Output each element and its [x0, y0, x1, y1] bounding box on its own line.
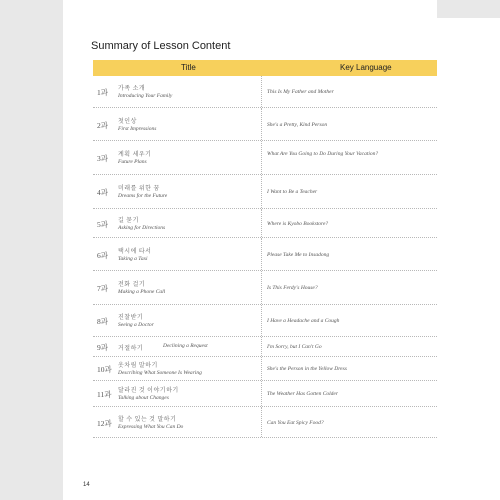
lesson-title-korean: 진찰받기 — [118, 315, 144, 321]
column-divider — [261, 108, 262, 140]
lesson-title-korean: 가족 소개 — [118, 86, 146, 92]
column-divider — [261, 271, 262, 304]
table-row — [93, 305, 439, 337]
key-language: I Want to Be a Teacher — [267, 189, 318, 195]
table-row — [93, 381, 439, 407]
table-row — [93, 108, 439, 141]
lesson-title-english: Expressing What You Can Do — [118, 423, 184, 430]
lesson-title-english: Seeing a Doctor — [118, 322, 154, 328]
lesson-title-korean: 전화 걸기 — [118, 282, 146, 288]
lesson-title-english: Taking a Taxi — [118, 255, 148, 262]
lesson-number: 11과 — [97, 390, 112, 399]
lesson-number: 1과 — [97, 88, 108, 97]
page-number: 14 — [83, 482, 90, 488]
lesson-number: 12과 — [97, 418, 112, 428]
lesson-number: 8과 — [97, 317, 108, 326]
key-language: I Have a Headache and a Cough — [267, 318, 340, 324]
key-language: Is This Ferdy's House? — [267, 285, 318, 291]
lesson-title-english: Describing What Someone Is Wearing — [118, 370, 202, 376]
lesson-table — [93, 76, 439, 438]
table-row — [93, 76, 439, 108]
column-divider — [261, 238, 262, 270]
page — [63, 0, 437, 500]
lesson-title-korean: 미래를 위한 꿈 — [118, 186, 160, 192]
key-language: The Weather Has Gotten Colder — [267, 391, 338, 397]
table-row — [93, 271, 439, 305]
lesson-number: 4과 — [97, 188, 108, 197]
lesson-number: 9과 — [97, 343, 108, 352]
header-title: Title — [181, 63, 196, 72]
lesson-title-korean: 길 묻기 — [118, 217, 139, 224]
key-language: Where is Kyobo Bookstore? — [267, 220, 329, 227]
lesson-title-english: Future Plans — [118, 159, 147, 165]
lesson-title-english: Dreams for the Future — [118, 193, 168, 199]
adjacent-page-edge — [437, 18, 500, 500]
key-language: I'm Sorry, but I Can't Go — [267, 344, 322, 350]
table-row — [93, 175, 439, 209]
column-divider — [261, 381, 262, 406]
header-key-language: Key Language — [340, 63, 392, 72]
lesson-title-english: Introducing Your Family — [118, 93, 173, 99]
lesson-title-english: Making a Phone Call — [118, 289, 166, 295]
key-language: What Are You Going to Do During Your Vacation? — [267, 151, 379, 157]
column-divider — [261, 209, 262, 237]
lesson-title-korean: 할 수 있는 것 말하기 — [118, 416, 177, 423]
lesson-number: 6과 — [97, 250, 108, 260]
key-language: Can You Eat Spicy Food? — [267, 419, 324, 426]
lesson-number: 2과 — [97, 120, 108, 130]
page-title: Summary of Lesson Content — [91, 40, 231, 52]
table-row — [93, 337, 439, 357]
lesson-number: 7과 — [97, 284, 108, 293]
lesson-title-korean: 달라진 것 이야기하기 — [118, 388, 179, 394]
column-divider — [261, 337, 262, 356]
lesson-title-english: Declining a Request — [163, 343, 208, 349]
key-language: This Is My Father and Mother — [267, 89, 334, 95]
column-divider — [261, 141, 262, 174]
table-row — [93, 357, 439, 381]
column-divider — [261, 305, 262, 336]
lesson-number: 10과 — [97, 365, 112, 374]
column-divider — [261, 175, 262, 208]
lesson-title-english: Talking about Changes — [118, 395, 169, 401]
table-row — [93, 238, 439, 271]
table-header — [93, 60, 439, 76]
column-divider — [261, 407, 262, 437]
table-row — [93, 141, 439, 175]
lesson-title-english: First Impressions — [118, 125, 157, 132]
column-divider — [261, 76, 262, 107]
lesson-title-english: Asking for Directions — [118, 224, 166, 231]
lesson-title-korean: 거절하기 — [118, 346, 144, 352]
key-language: She's a Pretty, Kind Person — [267, 121, 328, 128]
lesson-number: 5과 — [97, 219, 108, 229]
lesson-title-korean: 옷차림 말하기 — [118, 363, 158, 369]
lesson-number: 3과 — [97, 154, 108, 163]
table-row — [93, 209, 439, 238]
key-language: Please Take Me to Insadong — [267, 251, 330, 258]
lesson-title-korean: 계획 세우기 — [118, 152, 152, 158]
lesson-title-korean: 택시에 타서 — [118, 248, 152, 255]
table-row — [93, 407, 439, 438]
lesson-title-korean: 첫인상 — [118, 118, 137, 125]
column-divider — [261, 357, 262, 380]
key-language: She's the Person in the Yellow Dress — [267, 366, 347, 372]
